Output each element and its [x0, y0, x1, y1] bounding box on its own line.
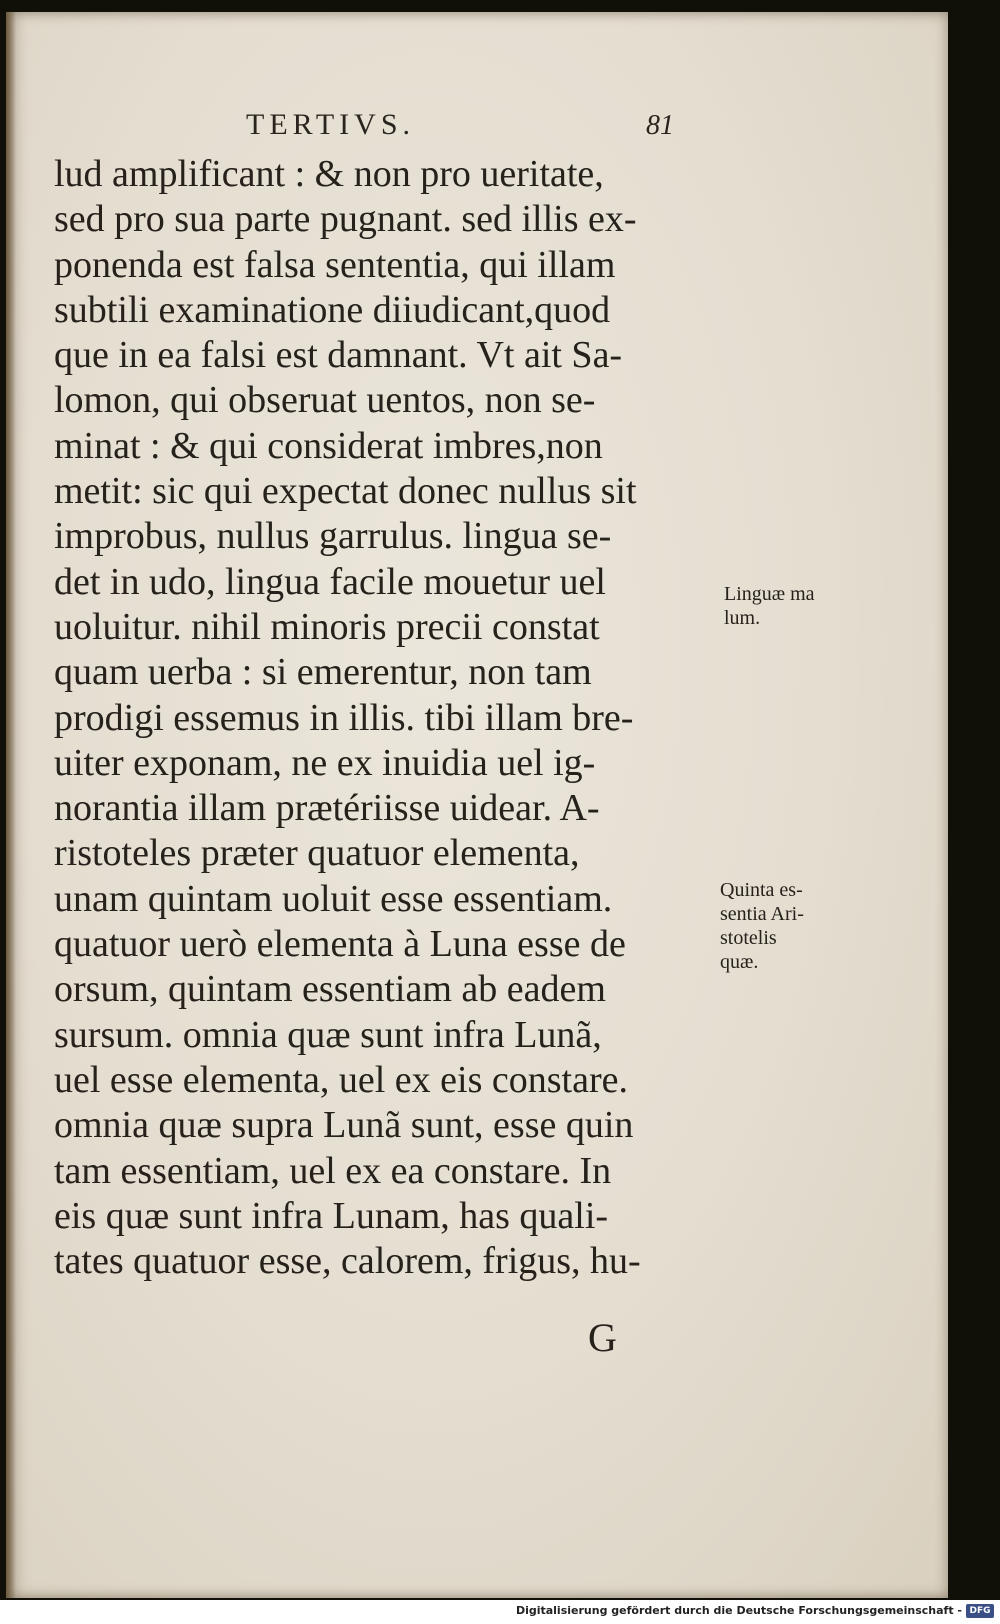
text-line: lomon, qui obseruat uentos, non se- [54, 379, 596, 422]
signature-mark: G [588, 1315, 617, 1360]
digitization-footer [0, 1600, 1000, 1624]
main-text-block [54, 152, 714, 1284]
marginal-note-line: Quinta es- [720, 879, 803, 901]
text-line: omnia quæ supra Lunã sunt, esse quin [54, 1104, 634, 1147]
dfg-logo-icon: DFG [966, 1604, 994, 1618]
text-line: ristoteles præter quatuor elementa, [54, 832, 580, 875]
funding-credit: Digitalisierung gefördert durch die Deutsche Forschungsgemeinschaft - [515, 1604, 962, 1617]
text-line: quatuor uerò elementa à Luna esse de [54, 923, 626, 966]
text-line: prodigi essemus in illis. tibi illam bre- [54, 696, 634, 739]
text-line: uiter exponam, ne ex inuidia uel ig- [54, 741, 596, 784]
text-line: metit: sic qui expectat donec nullus sit [54, 470, 637, 513]
text-line: minat : & qui considerat imbres,non [54, 424, 603, 467]
text-line: uoluitur. nihil minoris precii constat [54, 605, 600, 648]
text-line: norantia illam prætériisse uidear. A- [54, 787, 600, 830]
text-line: ponenda est falsa sententia, qui illam [54, 243, 616, 286]
running-head-title: TERTIVS. [246, 108, 416, 141]
text-line: uel esse elementa, uel ex eis constare. [54, 1058, 628, 1101]
text-line: subtili examinatione diiudicant,quod [54, 288, 611, 331]
marginal-note-line: lum. [724, 607, 761, 629]
text-line: lud amplificant : & non pro ueritate, [54, 153, 604, 195]
text-line: tates quatuor esse, calorem, frigus, hu- [54, 1240, 641, 1283]
book-leaf [6, 12, 948, 1598]
text-line: quam uerba : si emerentur, non tam [54, 651, 592, 694]
text-line: improbus, nullus garrulus. lingua se- [54, 515, 612, 558]
text-line: orsum, quintam essentiam ab eadem [54, 968, 606, 1011]
marginal-note-line: sentia Ari- [720, 903, 804, 925]
marginal-note-lingua [724, 582, 815, 630]
text-line: que in ea falsi est damnant. Vt ait Sa- [54, 334, 623, 377]
text-line: tam essentiam, uel ex ea constare. In [54, 1149, 612, 1192]
running-head [246, 108, 706, 148]
text-line: eis quæ sunt infra Lunam, has quali- [54, 1194, 609, 1237]
text-line: unam quintam uoluit esse essentiam. [54, 877, 613, 920]
text-line: sursum. omnia quæ sunt infra Lunã, [54, 1013, 602, 1056]
folio-number: 81 [646, 110, 674, 141]
marginal-note-line: stotelis [720, 927, 777, 949]
text-line: det in udo, lingua facile mouetur uel [54, 560, 606, 603]
text-line: sed pro sua parte pugnant. sed illis ex- [54, 198, 637, 241]
marginal-note-line: quæ. [720, 951, 759, 973]
marginal-note-line: Linguæ ma [724, 583, 815, 605]
marginal-note-quinta-essentia [720, 878, 804, 974]
